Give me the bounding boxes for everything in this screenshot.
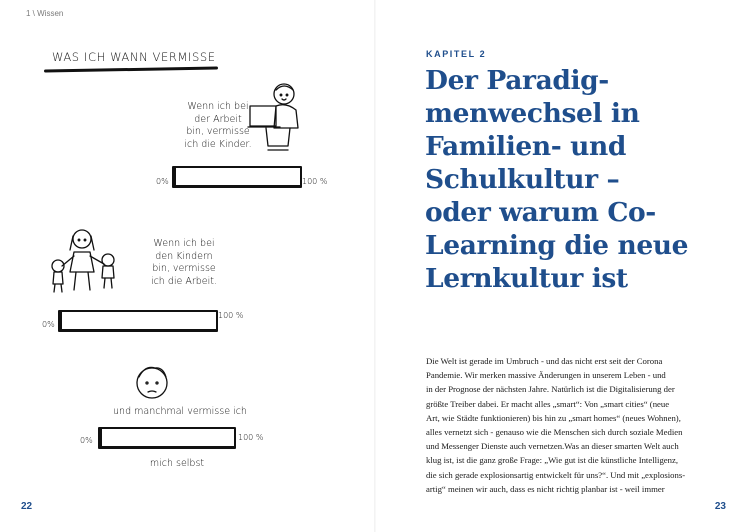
title-line: Learning die neue: [425, 230, 689, 261]
running-head: 1 \ Wissen: [26, 9, 64, 18]
caption-line: Wenn ich bei: [187, 101, 249, 112]
body-line: und Messenger Dienste auch vernetzen.Was an dieser smarten Welt auch: [426, 441, 679, 452]
caption-line: ich die Arbeit.: [150, 275, 218, 287]
body-paragraph: [426, 354, 726, 496]
caption-line: der Arbeit: [194, 113, 242, 125]
caption-line: bin, vermisse: [152, 263, 216, 274]
chapter-title: [425, 64, 735, 295]
panel-1-scale-min: 0%: [156, 177, 169, 186]
body-line: alles vernetzt sich - genauso wie die Menschen sich durch soziale Medien: [426, 427, 683, 438]
title-line: menwechsel in: [425, 98, 640, 129]
sketch-title-underline: [44, 66, 218, 72]
sketch-title: WAS ICH WANN VERMISSE: [52, 50, 216, 64]
panel-2-scale-bar: [58, 310, 218, 332]
thoughtful-face-icon: [133, 363, 171, 403]
panel-3-caption: [100, 406, 260, 419]
page-number-left: 22: [21, 501, 33, 512]
panel-3-caption-below: mich selbst: [149, 458, 205, 469]
title-line: Familien- und: [425, 131, 626, 162]
panel-1-scale-bar: [172, 166, 302, 188]
panel-3-scale-bar: [98, 427, 236, 449]
body-line: größte Treiber dabei. Er macht alles „smart“: Von „smart cities“ (neue: [426, 398, 670, 409]
body-line: artig“ meinen wir auch, dass es nicht richtig planbar ist - weil immer: [426, 483, 665, 494]
panel-3-scale-max: 100 %: [238, 433, 264, 442]
caption-line: und manchmal vermisse ich: [113, 406, 247, 417]
panel-1-scale-max: 100 %: [302, 177, 328, 186]
body-line: klug ist, ist die ganz große Frage: „Wie gut ist die künstliche Intelligenz,: [426, 455, 679, 466]
person-at-laptop-icon: [246, 80, 306, 156]
panel-2-scale-max: 100 %: [218, 311, 244, 320]
chapter-label: KAPITEL 2: [426, 49, 487, 59]
caption-line: den Kindern: [155, 250, 213, 262]
body-line: Pandemie. Wir merken massive Änderungen in unserem Leben - und: [426, 370, 666, 381]
family-with-children-icon: [48, 228, 122, 294]
title-line: Schulkultur –: [425, 164, 620, 195]
body-line: in der Prognose der nächsten Jahre. Natürlich ist die Digitalisierung der: [426, 384, 675, 395]
panel-2-caption: [136, 238, 232, 288]
caption-line: bin, vermisse: [186, 126, 250, 137]
page-number-right: 23: [714, 501, 726, 512]
title-line: Der Paradig-: [425, 65, 609, 96]
right-page: [375, 0, 750, 532]
body-line: Die Welt ist gerade im Umbruch - und das nicht erst seit der Corona: [426, 356, 663, 366]
panel-3-scale-min: 0%: [80, 436, 93, 445]
caption-line: ich die Kinder.: [184, 138, 252, 150]
panel-2-scale-min: 0%: [42, 320, 55, 329]
body-line: die sich gerade explosionsartig entwickelt für uns?“. Und mit „explosions-: [426, 469, 686, 480]
title-line: oder warum Co-: [425, 197, 656, 228]
body-line: Art, wie Städte funktionieren) bis hin zu „smart homes“ (neues Wohnen),: [426, 412, 681, 423]
caption-line: Wenn ich bei: [153, 238, 215, 249]
title-line: Lernkultur ist: [425, 263, 628, 294]
